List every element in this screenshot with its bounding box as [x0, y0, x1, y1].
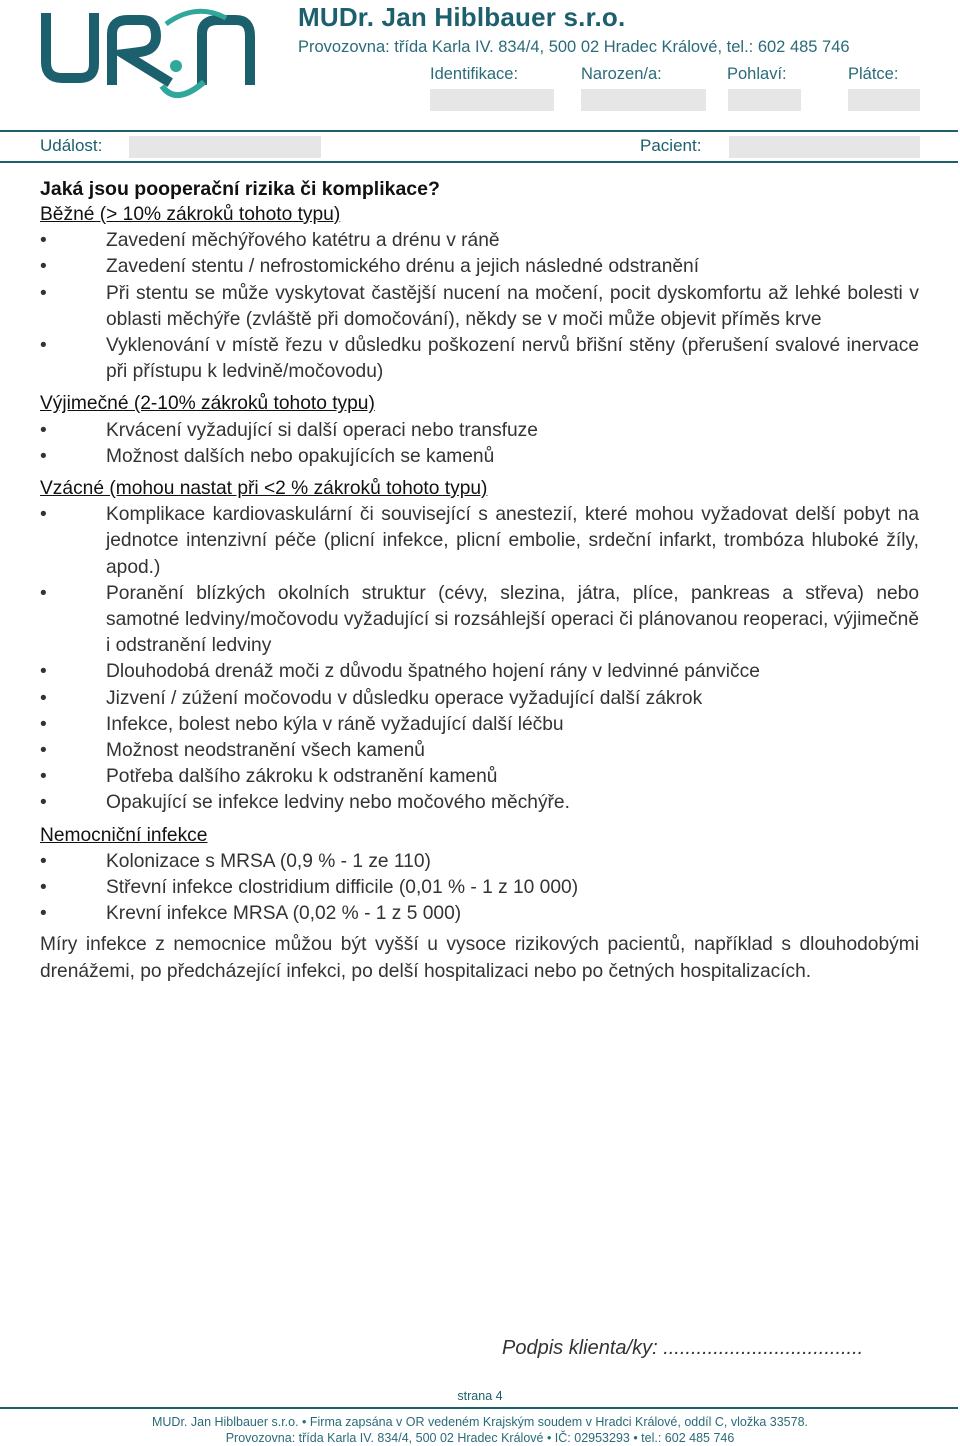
event-label: Událost: — [40, 136, 103, 155]
list-item: • Komplikace kardiovaskulární či související s anestezií, které mohou vyžadovat delší pobyt na jednotce intenzivní péče (plicní infekce, plicní embolie, srdeční infarkt, trombóza hluboké žíly, apod.) — [40, 502, 919, 581]
section-title-rare: Vzácné (mohou nastat při <2 % zákroků tohoto typu) — [40, 478, 488, 500]
list-item: • Krevní infekce MRSA (0,02 % - 1 z 5 000) — [40, 901, 919, 927]
list-item: • Možnost neodstranění všech kamenů — [40, 738, 919, 764]
list-rare — [40, 502, 919, 816]
uran-logo — [36, 4, 268, 110]
subheader-divider — [0, 161, 958, 163]
footer-line-2: Provozovna: třída Karla IV. 834/4, 500 02 Hradec Králové • IČ: 02953293 • tel.: 602 485 746 — [225, 1431, 735, 1445]
list-hospital-infection — [40, 849, 919, 928]
identification-label: Identifikace: — [430, 65, 519, 83]
footer-divider — [0, 1407, 958, 1409]
document-body — [40, 176, 919, 985]
list-item: • Dlouhodobá drenáž moči z důvodu špatného hojení rány v ledvinné pánvičce — [40, 659, 919, 685]
list-item: • Možnost dalších nebo opakujících se kamenů — [40, 444, 919, 470]
clinic-address: Provozovna: třída Karla IV. 834/4, 500 02 Hradec Králové, tel.: 602 485 746 — [298, 38, 850, 56]
list-exceptional — [40, 418, 919, 470]
list-item: • Zavedení stentu / nefrostomického drénu a jejich následné odstranění — [40, 254, 919, 280]
list-item: • Vyklenování v místě řezu v důsledku poškození nervů břišní stěny (přerušení svalové inervace při přístupu k ledvině/močovodu) — [40, 333, 919, 385]
event-field[interactable] — [129, 136, 321, 158]
signature-line[interactable]: Podpis klienta/ky: .................................... — [502, 1337, 864, 1359]
birth-field[interactable] — [581, 89, 706, 111]
header-divider — [0, 130, 958, 132]
identification-field[interactable] — [430, 89, 554, 111]
list-item: • Jizvení / zúžení močovodu v důsledku operace vyžadující další zákrok — [40, 686, 919, 712]
footer-line-1: MUDr. Jan Hiblbauer s.r.o. • Firma zapsána v OR vedeném Krajským soudem v Hradci Králové, oddíl C, vložka 33578. — [151, 1415, 809, 1429]
closing-paragraph: Míry infekce z nemocnice můžou být vyšší u vysoce rizikových pacientů, například s dlouhodobými drenážemi, po předcházející infekci, po delší hospitalizaci nebo po četných hospitalizacích. — [40, 934, 919, 982]
patient-label: Pacient: — [640, 136, 702, 155]
gender-field[interactable] — [728, 89, 801, 111]
list-item: • Infekce, bolest nebo kýla v ráně vyžadující další léčbu — [40, 712, 919, 738]
list-item: • Při stentu se může vyskytovat častější nucení na močení, pocit dyskomfortu až lehké bolesti v oblasti měchýře (zvláště při domočování), někdy se v moči může objevit příměs krve — [40, 281, 919, 333]
list-item: • Krvácení vyžadující si další operaci nebo transfuze — [40, 418, 919, 444]
list-item: • Opakující se infekce ledviny nebo močového měchýře. — [40, 790, 919, 816]
gender-label: Pohlaví: — [727, 65, 787, 83]
list-item: • Zavedení měchýřového katétru a drénu v ráně — [40, 228, 919, 254]
list-item: • Kolonizace s MRSA (0,9 % - 1 ze 110) — [40, 849, 919, 875]
patient-field[interactable] — [729, 136, 920, 158]
birth-label: Narozen/a: — [581, 65, 662, 83]
section-title-exceptional: Výjimečné (2-10% zákroků tohoto typu) — [40, 393, 375, 415]
list-item: • Poranění blízkých okolních struktur (cévy, slezina, játra, plíce, pankreas a střeva) nebo samotné ledviny/močovodu vyžadující si rozsáhlejší operaci či plánovanou reoperaci, výjimečně i odstranění ledviny — [40, 581, 919, 660]
list-item: • Střevní infekce clostridium difficile (0,01 % - 1 z 10 000) — [40, 875, 919, 901]
payer-label: Plátce: — [848, 65, 899, 83]
clinic-name: MUDr. Jan Hiblbauer s.r.o. — [298, 2, 626, 32]
page-number: strana 4 — [457, 1389, 503, 1403]
page-title: Jaká jsou pooperační rizika či komplikace? — [40, 178, 440, 200]
list-item: • Potřeba dalšího zákroku k odstranění kamenů — [40, 764, 919, 790]
payer-field[interactable] — [848, 89, 920, 111]
list-common — [40, 228, 919, 385]
section-title-hospital-infection: Nemocniční infekce — [40, 824, 208, 846]
section-title-common: Běžné (> 10% zákroků tohoto typu) — [40, 204, 341, 225]
